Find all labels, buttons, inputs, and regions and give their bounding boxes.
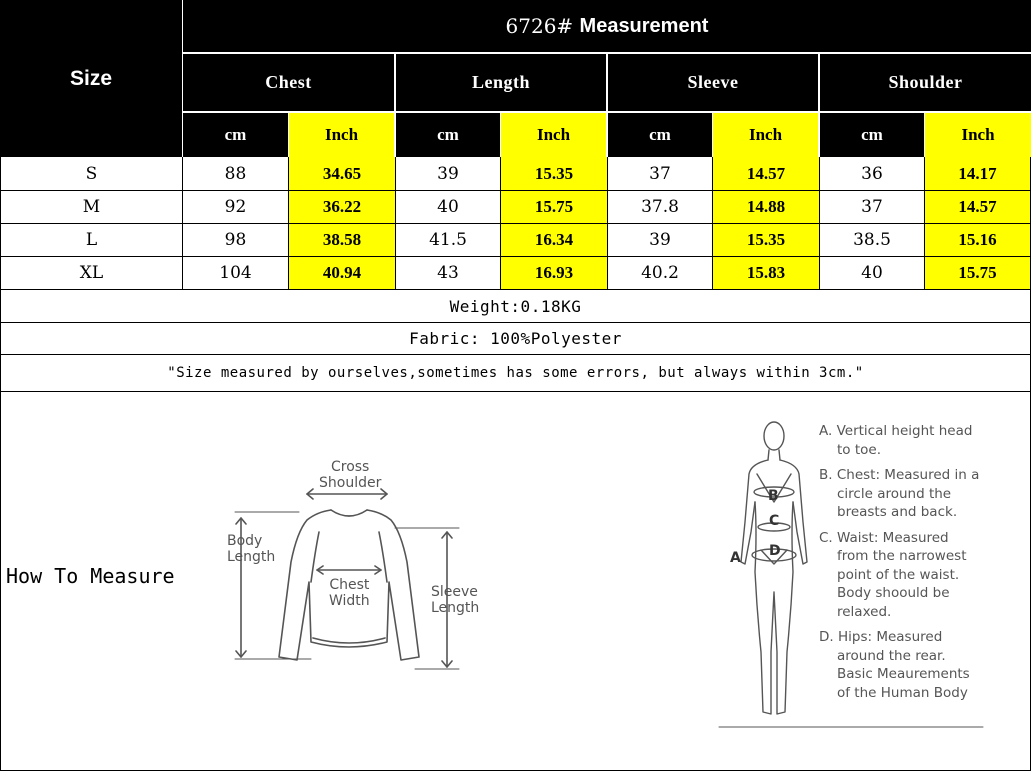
length-inch-cell: 16.93 — [501, 257, 608, 290]
shoulder-cm-cell: 38.5 — [820, 224, 925, 257]
chest-inch-cell: 34.65 — [289, 157, 396, 191]
sleeve-inch-cell: 15.35 — [713, 224, 820, 257]
chest-cm-cell: 98 — [183, 224, 289, 257]
sleeve-cm-cell: 40.2 — [608, 257, 713, 290]
body-measurement-notes — [819, 422, 1029, 709]
length-cm-cell: 39 — [396, 157, 501, 191]
unit-cm: cm — [608, 113, 712, 157]
chest-cm-cell: 88 — [183, 157, 289, 191]
note-a-title: A. Vertical height head — [819, 423, 973, 439]
shoulder-cm-cell: 36 — [820, 157, 925, 191]
sleeve-cm-cell: 37.8 — [608, 191, 713, 224]
note-line: relaxed. — [837, 603, 892, 620]
unit-inch: Inch — [289, 113, 394, 157]
chart-title — [183, 0, 1031, 52]
unit-inch: Inch — [713, 113, 818, 157]
length-cm-cell: 40 — [396, 191, 501, 224]
cross-shoulder-label — [319, 459, 381, 491]
unit-inch: Inch — [925, 113, 1031, 157]
size-cell: S — [0, 157, 183, 191]
how-to-measure-label: How To Measure — [6, 564, 175, 588]
length-inch-cell: 15.35 — [501, 157, 608, 191]
shoulder-cm-cell: 40 — [820, 257, 925, 290]
sleeve-length-label — [431, 584, 479, 616]
sleeve-inch-cell: 14.88 — [713, 191, 820, 224]
chest-inch-cell: 36.22 — [289, 191, 396, 224]
cross-shoulder-line1: Cross — [330, 459, 370, 475]
chest-inch-cell: 38.58 — [289, 224, 396, 257]
shoulder-inch-cell: 15.16 — [925, 224, 1031, 257]
note-line: of the Human Body — [837, 684, 968, 701]
unit-inch: Inch — [501, 113, 606, 157]
disclaimer-line: "Size measured by ourselves,sometimes has some errors, but always within 3cm." — [0, 355, 1031, 392]
marker-a: A — [730, 550, 741, 566]
length-cm-cell: 43 — [396, 257, 501, 290]
note-d-title: D. Hips: Measured — [819, 629, 943, 645]
note-b-title: B. Chest: Measured in a — [819, 467, 980, 483]
length-inch-cell: 16.34 — [501, 224, 608, 257]
chest-width-line1: Chest — [329, 577, 370, 593]
size-cell: XL — [0, 257, 183, 290]
group-sleeve: Sleeve — [608, 54, 818, 111]
sleeve-inch-cell: 15.83 — [713, 257, 820, 290]
weight-line: Weight:0.18KG — [0, 290, 1031, 323]
title-number: 6726# — [505, 14, 574, 38]
group-shoulder: Shoulder — [820, 54, 1031, 111]
note-b — [819, 466, 1029, 522]
size-cell: L — [0, 224, 183, 257]
size-cell: M — [0, 191, 183, 224]
shoulder-cm-cell: 37 — [820, 191, 925, 224]
note-line: Basic Meaurements — [837, 666, 970, 682]
sleeve-cm-cell: 39 — [608, 224, 713, 257]
note-line: around the rear. — [837, 647, 946, 664]
note-line: Body shoould be — [837, 585, 950, 601]
note-line: circle around the — [837, 485, 952, 502]
how-to-measure-section — [0, 392, 1031, 771]
marker-d: D — [769, 543, 781, 559]
chest-inch-cell: 40.94 — [289, 257, 396, 290]
shoulder-inch-cell: 15.75 — [925, 257, 1031, 290]
note-line: from the narrowest — [837, 548, 967, 564]
group-chest: Chest — [183, 54, 394, 111]
chest-width-line2: Width — [329, 593, 370, 609]
note-d — [819, 628, 1029, 702]
body-length-line2: Length — [227, 549, 276, 565]
length-inch-cell: 15.75 — [501, 191, 608, 224]
unit-cm: cm — [183, 113, 288, 157]
note-c-title: C. Waist: Measured — [819, 529, 949, 546]
sleeve-inch-cell: 14.57 — [713, 157, 820, 191]
cross-shoulder-line2: Shoulder — [319, 475, 382, 491]
marker-b: B — [768, 488, 779, 504]
chest-cm-cell: 104 — [183, 257, 289, 290]
title-text: Measurement — [579, 14, 709, 37]
body-length-line1: Body — [227, 533, 263, 549]
unit-cm: cm — [396, 113, 500, 157]
marker-c: C — [769, 513, 780, 529]
note-a — [819, 422, 1029, 459]
note-line: point of the waist. — [837, 566, 960, 583]
sleeve-length-line1: Sleeve — [431, 584, 478, 600]
chest-cm-cell: 92 — [183, 191, 289, 224]
group-length: Length — [396, 54, 606, 111]
sleeve-cm-cell: 37 — [608, 157, 713, 191]
fabric-line: Fabric: 100%Polyester — [0, 323, 1031, 355]
body-length-label — [227, 533, 275, 565]
note-c — [819, 529, 1029, 622]
shoulder-inch-cell: 14.17 — [925, 157, 1031, 191]
length-cm-cell: 41.5 — [396, 224, 501, 257]
size-header: Size — [0, 0, 182, 157]
chest-width-label — [329, 577, 370, 609]
sleeve-length-line2: Length — [431, 600, 480, 616]
note-line: breasts and back. — [837, 504, 958, 520]
unit-cm: cm — [820, 113, 924, 157]
shoulder-inch-cell: 14.57 — [925, 191, 1031, 224]
note-line: to toe. — [837, 441, 881, 458]
